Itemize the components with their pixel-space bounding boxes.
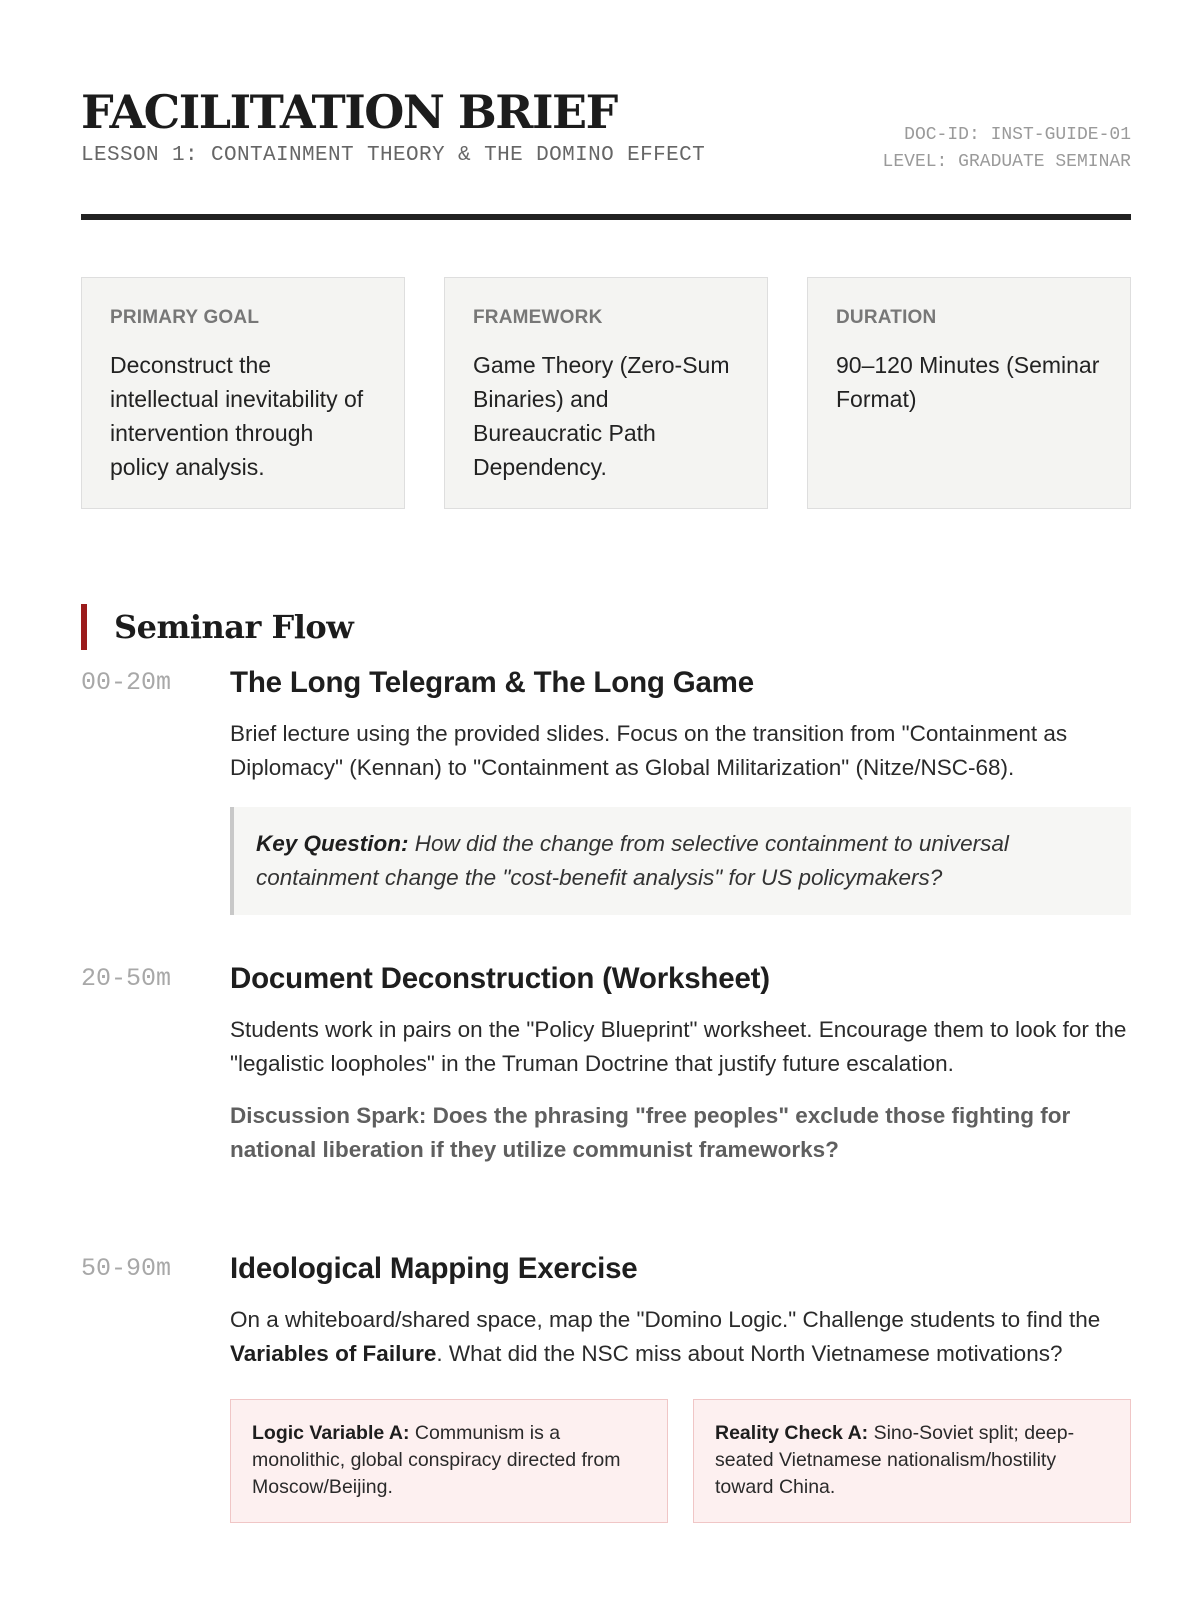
card-value: 90–120 Minutes (Seminar Format) [836,352,1100,412]
flow-description: Students work in pairs on the "Policy Blueprint" worksheet. Encourage them to look for the "legalistic loopholes" in the Truman Doctrine that justify future escalation. [230,1017,1127,1076]
reality-check-box [693,1399,1131,1523]
document-meta [883,122,1131,176]
card-duration [807,277,1131,509]
discussion-spark: Discussion Spark: Does the phrasing "free peoples" exclude those fighting for national liberation if they utilize communist frameworks? [230,1103,1071,1162]
text-before: On a whiteboard/shared space, map the "Domino Logic." Challenge students to find the [230,1307,1101,1332]
box-text: Communism is a monolithic, global conspiracy directed from Moscow/Beijing. [252,1422,621,1498]
flow-body [230,1250,1131,1523]
comparison-boxes [230,1399,1131,1523]
doc-id-label: DOC-ID: INST-GUIDE-01 [904,125,1131,145]
card-label: PRIMARY GOAL [110,307,260,328]
flow-time: 00-20m [81,668,172,697]
header-divider [81,214,1131,220]
flow-body [230,960,1131,1167]
lesson-subtitle: LESSON 1: CONTAINMENT THEORY & THE DOMINO EFFECT [81,144,706,167]
box-label: Logic Variable A: [252,1422,410,1444]
flow-description [230,1303,1131,1371]
key-question-callout [230,807,1131,915]
card-label: FRAMEWORK [473,307,603,328]
card-value: Game Theory (Zero-Sum Binaries) and Bureaucratic Path Dependency. [473,352,730,480]
callout-label: Key Question: [256,831,409,856]
flow-title: Ideological Mapping Exercise [230,1252,638,1285]
box-text: Sino-Soviet split; deep-seated Vietnamese nationalism/hostility toward China. [715,1422,1075,1498]
flow-time: 20-50m [81,964,172,993]
flow-title: Document Deconstruction (Worksheet) [230,962,770,995]
flow-body [230,664,1131,915]
card-label: DURATION [836,307,937,328]
flow-title: The Long Telegram & The Long Game [230,666,754,699]
summary-cards [81,277,1131,509]
flow-description: Brief lecture using the provided slides. Focus on the transition from "Containment as Diplomacy" (Kennan) to "Containment as Global Militarization" (Nitze/NSC-68). [230,721,1068,780]
document-title: FACILITATION BRIEF [81,85,617,139]
section-heading-seminar-flow: Seminar Flow [81,604,353,650]
logic-variable-box [230,1399,668,1523]
flow-time: 50-90m [81,1254,172,1283]
box-label: Reality Check A: [715,1422,869,1444]
document-header [81,84,1131,224]
card-primary-goal [81,277,405,509]
level-label: LEVEL: GRADUATE SEMINAR [882,152,1131,172]
callout-text: How did the change from selective containment to universal containment change the "cost-benefit analysis" for US policymakers? [256,831,1009,890]
text-after: . What did the NSC miss about North Vietnamese motivations? [436,1341,1063,1366]
card-value: Deconstruct the intellectual inevitability of intervention through policy analysis. [110,352,364,480]
variables-of-failure-emphasis: Variables of Failure [230,1341,437,1366]
card-framework [444,277,768,509]
